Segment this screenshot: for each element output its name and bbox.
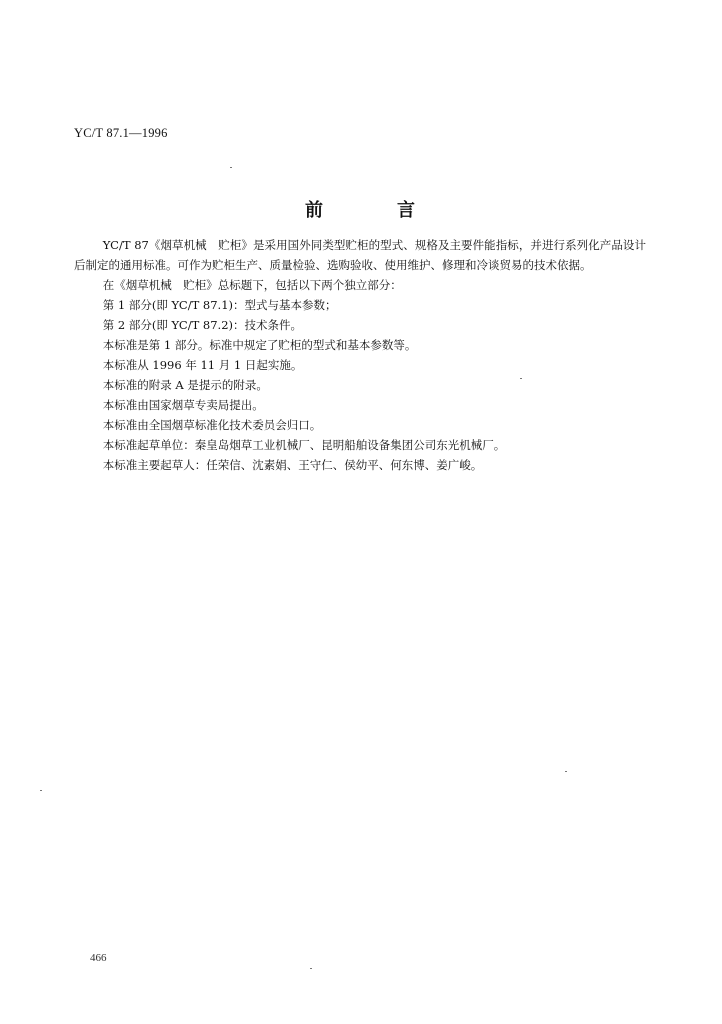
scan-speck xyxy=(520,378,522,379)
foreword-body xyxy=(74,235,646,475)
section-title-char-1: 前 xyxy=(305,200,323,221)
section-title-char-2: 言 xyxy=(397,200,415,221)
paragraph-appendix: 本标准的附录 A 是提示的附录。 xyxy=(102,378,268,392)
paragraph-effective-date: 本标准从 1996 年 11 月 1 日起实施。 xyxy=(102,358,303,372)
paragraph-intro: YC/T 87《烟草机械 贮柜》是采用国外同类型贮柜的型式、规格及主要件能指标，并进行系列化产品设计后制定的通用标准。可作为贮柜生产、质量检验、选购验收、使用维护、修理和冷谈贸易的技术依据。 xyxy=(74,238,646,272)
paragraph-drafting-units: 本标准起草单位：秦皇岛烟草工业机械厂、昆明船舶设备集团公司东光机械厂。 xyxy=(102,438,506,452)
paragraph-part-1: 第 1 部分(即 YC/T 87.1)：型式与基本参数； xyxy=(102,298,337,312)
scan-speck xyxy=(565,771,567,772)
paragraph-part-2: 第 2 部分(即 YC/T 87.2)：技术条件。 xyxy=(102,318,302,332)
scan-speck xyxy=(40,790,42,791)
paragraph-proposer: 本标准由国家烟草专卖局提出。 xyxy=(102,398,264,412)
scan-speck xyxy=(230,167,232,168)
scan-speck xyxy=(310,968,312,969)
standard-code: YC/T 87.1—1996 xyxy=(74,126,168,140)
paragraph-administrator: 本标准由全国烟草标准化技术委员会归口。 xyxy=(102,418,322,432)
section-title xyxy=(305,196,415,222)
paragraph-drafters: 本标准主要起草人：任荣信、沈素娟、王守仁、侯幼平、何东博、姜广峻。 xyxy=(102,458,483,472)
page-number: 466 xyxy=(90,952,107,964)
paragraph-scope: 本标准是第 1 部分。标准中规定了贮柜的型式和基本参数等。 xyxy=(102,338,417,352)
paragraph-parts: 在《烟草机械 贮柜》总标题下，包括以下两个独立部分： xyxy=(102,278,402,292)
